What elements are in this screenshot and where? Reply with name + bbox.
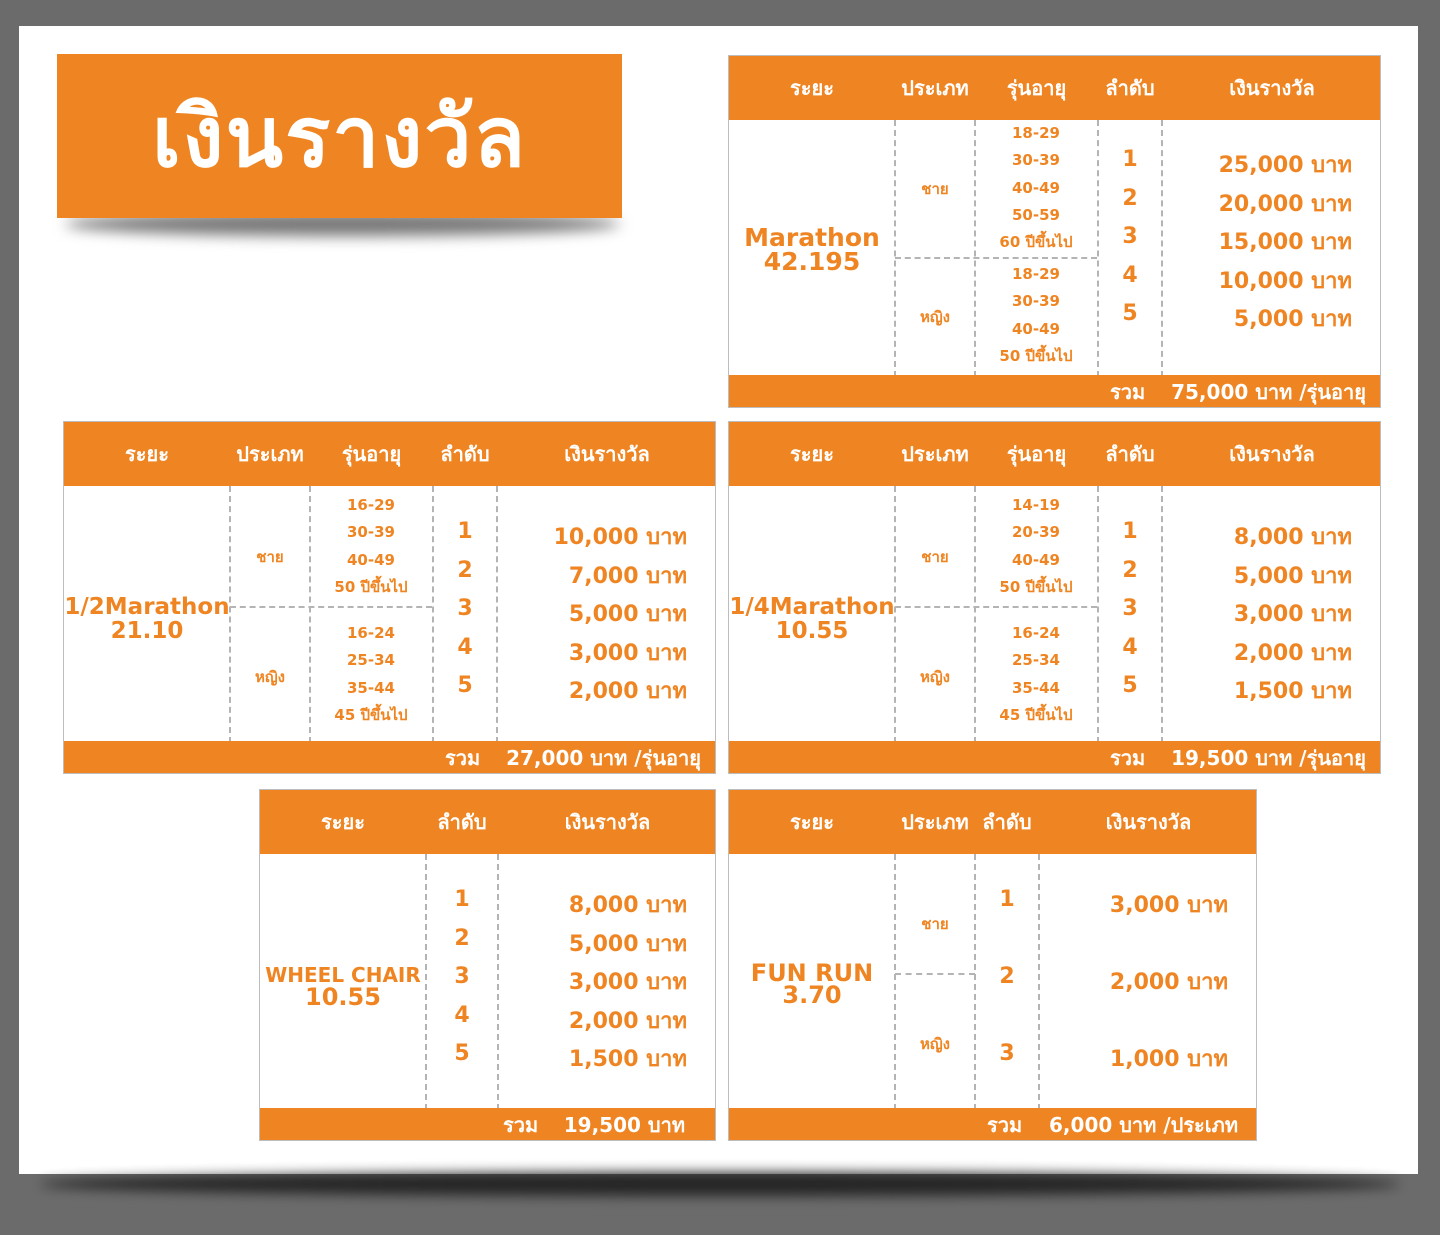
header-rank: ลำดับ (440, 442, 490, 466)
age-group: 50-59 (1012, 205, 1060, 224)
table-header (729, 790, 1256, 854)
header-distance: ระยะ (125, 442, 169, 466)
rank: 4 (457, 634, 473, 660)
race-distance: 21.10 (110, 618, 184, 644)
half-marathon-prize-table (63, 421, 716, 774)
age-group: 40-49 (1012, 550, 1060, 569)
race-name: WHEEL CHAIR (265, 963, 421, 987)
header-age-group: รุ่นอายุ (1006, 442, 1067, 466)
prize-list (1039, 887, 1228, 1118)
prize-amount: 1,000 บาท (1109, 1047, 1228, 1072)
prize-amount: 8,000 บาท (568, 893, 687, 918)
race-distance-label (729, 223, 895, 276)
table-footer (729, 741, 1380, 773)
header-rank: ลำดับ (1105, 76, 1155, 100)
header-type: ประเภท (236, 442, 304, 466)
table-footer (64, 741, 715, 773)
rank-list (426, 887, 498, 1080)
rank: 2 (1122, 557, 1138, 583)
rank: 1 (999, 887, 1015, 912)
header-rank: ลำดับ (1105, 442, 1155, 466)
female-age-groups (975, 261, 1097, 370)
prize-amount: 2,000 บาท (568, 1008, 687, 1034)
age-group: 60 ปีขึ้นไป (999, 233, 1073, 252)
rank: 5 (457, 673, 473, 698)
gender-male: ชาย (921, 915, 949, 933)
header-distance: ระยะ (321, 810, 365, 834)
rank: 5 (1122, 301, 1138, 326)
prize-list (1162, 519, 1352, 712)
race-distance-label (260, 963, 426, 1011)
prize-amount: 3,000 บาท (1233, 602, 1352, 627)
total-amount: 27,000 บาท /รุ่นอายุ (506, 746, 701, 770)
total-amount: 6,000 บาท /ประเภท (1049, 1113, 1238, 1137)
prize-list (497, 519, 687, 712)
rank: 2 (454, 925, 470, 951)
header-distance: ระยะ (790, 442, 834, 466)
race-distance-label (729, 595, 895, 643)
age-group: 18-29 (1012, 265, 1060, 283)
male-age-groups (975, 492, 1097, 601)
rank: 5 (1122, 673, 1138, 698)
rank-list (975, 887, 1039, 1118)
age-group: 50 ปีขึ้นไป (999, 577, 1073, 596)
age-group: 20-39 (1012, 523, 1060, 542)
rank: 5 (454, 1041, 470, 1066)
rank-list (1098, 519, 1162, 712)
prize-amount: 8,000 บาท (1233, 525, 1352, 550)
total-label: รวม (445, 746, 481, 770)
table-header (260, 790, 715, 854)
race-distance: 42.195 (763, 247, 861, 276)
race-distance: 10.55 (305, 983, 381, 1011)
age-group: 18-29 (1012, 124, 1060, 142)
header-prize: เงินรางวัล (1105, 810, 1192, 834)
prize-amount: 20,000 บาท (1218, 191, 1352, 217)
age-group: 40-49 (1012, 178, 1060, 197)
age-group: 45 ปีขึ้นไป (334, 705, 408, 724)
age-group: 30-39 (1012, 151, 1060, 170)
rank: 4 (454, 1002, 470, 1028)
quarter-marathon-prize-table (728, 421, 1381, 774)
rank: 1 (457, 519, 473, 544)
prize-amount: 2,000 บาท (1233, 640, 1352, 666)
race-distance: 10.55 (775, 618, 849, 644)
header-type: ประเภท (901, 810, 969, 834)
rank: 2 (1122, 185, 1138, 211)
age-group: 25-34 (347, 651, 395, 670)
prize-amount: 2,000 บาท (568, 679, 687, 704)
prize-amount: 1,500 บาท (1233, 679, 1352, 704)
header-rank: ลำดับ (437, 810, 487, 834)
rank: 3 (999, 1041, 1015, 1066)
rank-list (1098, 147, 1162, 340)
rank: 3 (1122, 596, 1138, 621)
race-distance-label (729, 959, 895, 1009)
fun-run-prize-table (728, 789, 1257, 1141)
age-group: 16-24 (1012, 624, 1060, 642)
prize-amount: 5,000 บาท (568, 602, 687, 627)
prize-amount: 2,000 บาท (1109, 970, 1228, 995)
prize-list (1162, 147, 1352, 340)
male-age-groups (310, 492, 432, 601)
rank: 1 (454, 887, 470, 912)
age-group: 40-49 (1012, 319, 1060, 338)
age-group: 30-39 (347, 523, 395, 542)
rank: 1 (1122, 147, 1138, 172)
gender-male: ชาย (921, 180, 949, 198)
gender-female: หญิง (920, 668, 950, 686)
prize-amount: 15,000 บาท (1218, 230, 1352, 255)
prize-amount: 3,000 บาท (1109, 893, 1228, 918)
prize-amount: 5,000 บาท (1233, 307, 1352, 332)
rank: 2 (457, 557, 473, 583)
prize-amount: 5,000 บาท (568, 931, 687, 957)
gender-female: หญิง (255, 668, 285, 686)
age-group: 35-44 (1012, 678, 1060, 697)
gender-male: ชาย (921, 548, 949, 566)
total-label: รวม (1110, 746, 1146, 770)
age-group: 45 ปีขึ้นไป (999, 705, 1073, 724)
female-age-groups (975, 620, 1097, 729)
header-prize: เงินรางวัล (564, 810, 651, 834)
gender-female: หญิง (920, 1035, 950, 1053)
prize-amount: 25,000 บาท (1218, 153, 1352, 178)
rank: 4 (1122, 262, 1138, 288)
header-rank: ลำดับ (982, 810, 1032, 834)
age-group: 30-39 (1012, 292, 1060, 311)
prize-amount: 7,000 บาท (568, 563, 687, 589)
prize-amount: 3,000 บาท (568, 970, 687, 995)
header-prize: เงินรางวัล (1229, 76, 1315, 100)
table-header (64, 422, 715, 486)
gender-male: ชาย (256, 548, 284, 566)
race-distance: 3.70 (782, 981, 842, 1009)
rank: 3 (457, 596, 473, 621)
age-group: 50 ปีขึ้นไป (334, 577, 408, 596)
header-age-group: รุ่นอายุ (1006, 76, 1067, 100)
wheelchair-prize-table (259, 789, 716, 1141)
prize-amount: 1,500 บาท (568, 1047, 687, 1072)
table-footer (729, 1108, 1256, 1140)
age-group: 40-49 (347, 550, 395, 569)
prize-list (498, 887, 687, 1080)
table-header (729, 422, 1380, 486)
header-type: ประเภท (901, 442, 969, 466)
race-name: Marathon (744, 223, 880, 252)
gender-female: หญิง (920, 308, 950, 326)
age-group: 16-29 (347, 496, 395, 514)
marathon-prize-table (728, 55, 1381, 408)
header-prize: เงินรางวัล (564, 442, 650, 466)
race-name: FUN RUN (750, 959, 874, 987)
total-amount: 19,500 บาท (563, 1113, 685, 1137)
total-label: รวม (987, 1113, 1023, 1137)
age-group: 16-24 (347, 624, 395, 642)
male-age-groups (975, 120, 1097, 256)
header-type: ประเภท (901, 76, 969, 100)
rank: 2 (999, 964, 1015, 989)
rank: 3 (454, 964, 470, 989)
rank: 3 (1122, 224, 1138, 249)
rank: 1 (1122, 519, 1138, 544)
race-distance-label (64, 595, 230, 643)
prize-amount: 3,000 บาท (568, 640, 687, 666)
rank: 4 (1122, 634, 1138, 660)
race-name: 1/2Marathon (64, 594, 230, 620)
total-amount: 75,000 บาท /รุ่นอายุ (1171, 380, 1366, 404)
race-name: 1/4Marathon (729, 594, 895, 620)
total-label: รวม (1110, 380, 1146, 404)
table-footer (260, 1108, 715, 1140)
age-group: 25-34 (1012, 651, 1060, 670)
table-footer (729, 375, 1380, 407)
header-distance: ระยะ (790, 810, 834, 834)
rank-list (433, 519, 497, 712)
header-age-group: รุ่นอายุ (341, 442, 402, 466)
age-group: 35-44 (347, 678, 395, 697)
paper-shadow (40, 1172, 1400, 1196)
header-distance: ระยะ (790, 76, 834, 100)
prize-amount: 10,000 บาท (553, 525, 687, 550)
prize-amount: 5,000 บาท (1233, 563, 1352, 589)
page-title: เงินรางวัล (57, 54, 622, 218)
prize-amount: 10,000 บาท (1218, 268, 1352, 294)
age-group: 50 ปีขึ้นไป (999, 346, 1073, 365)
total-amount: 19,500 บาท /รุ่นอายุ (1171, 746, 1366, 770)
age-group: 14-19 (1012, 496, 1060, 514)
female-age-groups (310, 620, 432, 729)
total-label: รวม (503, 1113, 539, 1137)
table-header (729, 56, 1380, 120)
header-prize: เงินรางวัล (1229, 442, 1315, 466)
